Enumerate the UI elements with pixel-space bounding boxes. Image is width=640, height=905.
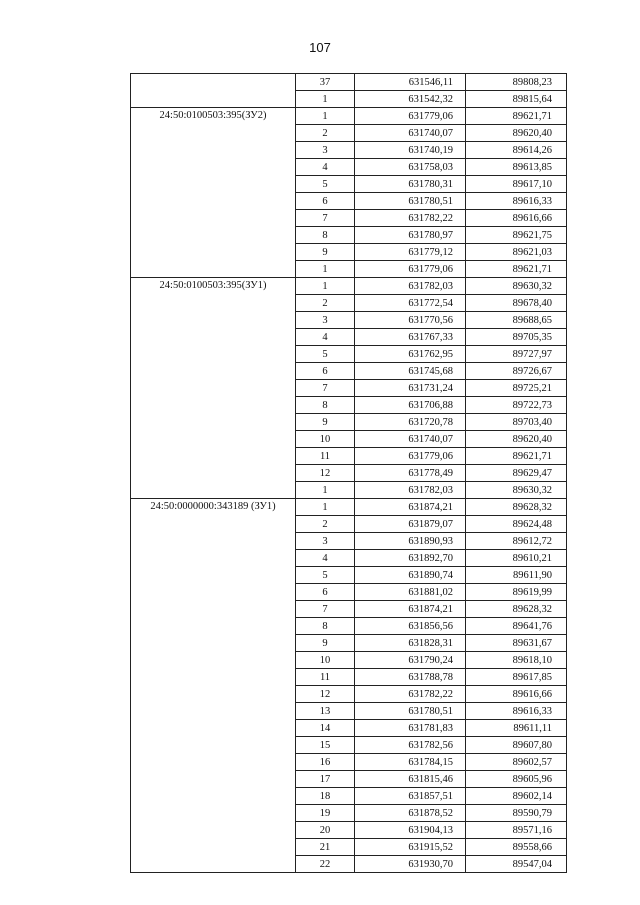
x-coordinate-cell: 631740,07 (355, 431, 466, 448)
x-coordinate-cell: 631890,74 (355, 567, 466, 584)
point-number-cell: 6 (296, 363, 355, 380)
parcel-number-cell: 24:50:0100503:395(ЗУ1) (131, 278, 296, 499)
point-number-cell: 4 (296, 550, 355, 567)
y-coordinate-cell: 89705,35 (466, 329, 567, 346)
y-coordinate-cell: 89621,03 (466, 244, 567, 261)
point-number-cell: 16 (296, 754, 355, 771)
y-coordinate-cell: 89616,33 (466, 193, 567, 210)
point-number-cell: 8 (296, 227, 355, 244)
point-number-cell: 12 (296, 465, 355, 482)
point-number-cell: 17 (296, 771, 355, 788)
x-coordinate-cell: 631904,13 (355, 822, 466, 839)
y-coordinate-cell: 89629,47 (466, 465, 567, 482)
x-coordinate-cell: 631892,70 (355, 550, 466, 567)
x-coordinate-cell: 631780,51 (355, 703, 466, 720)
x-coordinate-cell: 631874,21 (355, 499, 466, 516)
coordinates-table (130, 73, 567, 873)
table-row (131, 499, 567, 516)
y-coordinate-cell: 89590,79 (466, 805, 567, 822)
y-coordinate-cell: 89620,40 (466, 125, 567, 142)
point-number-cell: 3 (296, 142, 355, 159)
x-coordinate-cell: 631762,95 (355, 346, 466, 363)
x-coordinate-cell: 631857,51 (355, 788, 466, 805)
point-number-cell: 4 (296, 159, 355, 176)
y-coordinate-cell: 89617,10 (466, 176, 567, 193)
point-number-cell: 2 (296, 516, 355, 533)
y-coordinate-cell: 89631,67 (466, 635, 567, 652)
y-coordinate-cell: 89641,76 (466, 618, 567, 635)
point-number-cell: 11 (296, 448, 355, 465)
x-coordinate-cell: 631772,54 (355, 295, 466, 312)
x-coordinate-cell: 631779,06 (355, 261, 466, 278)
point-number-cell: 3 (296, 312, 355, 329)
point-number-cell: 4 (296, 329, 355, 346)
point-number-cell: 21 (296, 839, 355, 856)
point-number-cell: 10 (296, 431, 355, 448)
y-coordinate-cell: 89621,75 (466, 227, 567, 244)
y-coordinate-cell: 89630,32 (466, 278, 567, 295)
y-coordinate-cell: 89703,40 (466, 414, 567, 431)
y-coordinate-cell: 89618,10 (466, 652, 567, 669)
point-number-cell: 15 (296, 737, 355, 754)
y-coordinate-cell: 89602,57 (466, 754, 567, 771)
y-coordinate-cell: 89688,65 (466, 312, 567, 329)
point-number-cell: 2 (296, 125, 355, 142)
x-coordinate-cell: 631879,07 (355, 516, 466, 533)
x-coordinate-cell: 631782,22 (355, 210, 466, 227)
x-coordinate-cell: 631890,93 (355, 533, 466, 550)
y-coordinate-cell: 89617,85 (466, 669, 567, 686)
y-coordinate-cell: 89624,48 (466, 516, 567, 533)
point-number-cell: 9 (296, 414, 355, 431)
parcel-number-cell: 24:50:0100503:395(ЗУ2) (131, 108, 296, 278)
point-number-cell: 1 (296, 482, 355, 499)
point-number-cell: 10 (296, 652, 355, 669)
y-coordinate-cell: 89616,66 (466, 686, 567, 703)
x-coordinate-cell: 631784,15 (355, 754, 466, 771)
coordinates-table-body (131, 74, 567, 873)
x-coordinate-cell: 631740,07 (355, 125, 466, 142)
y-coordinate-cell: 89725,21 (466, 380, 567, 397)
point-number-cell: 14 (296, 720, 355, 737)
point-number-cell: 22 (296, 856, 355, 873)
x-coordinate-cell: 631546,11 (355, 74, 466, 91)
x-coordinate-cell: 631782,03 (355, 482, 466, 499)
y-coordinate-cell: 89815,64 (466, 91, 567, 108)
y-coordinate-cell: 89614,26 (466, 142, 567, 159)
x-coordinate-cell: 631815,46 (355, 771, 466, 788)
y-coordinate-cell: 89611,90 (466, 567, 567, 584)
x-coordinate-cell: 631781,83 (355, 720, 466, 737)
x-coordinate-cell: 631930,70 (355, 856, 466, 873)
point-number-cell: 13 (296, 703, 355, 720)
x-coordinate-cell: 631915,52 (355, 839, 466, 856)
point-number-cell: 6 (296, 193, 355, 210)
y-coordinate-cell: 89547,04 (466, 856, 567, 873)
point-number-cell: 11 (296, 669, 355, 686)
y-coordinate-cell: 89630,32 (466, 482, 567, 499)
point-number-cell: 1 (296, 91, 355, 108)
point-number-cell: 9 (296, 635, 355, 652)
point-number-cell: 6 (296, 584, 355, 601)
y-coordinate-cell: 89616,33 (466, 703, 567, 720)
x-coordinate-cell: 631878,52 (355, 805, 466, 822)
y-coordinate-cell: 89808,23 (466, 74, 567, 91)
y-coordinate-cell: 89727,97 (466, 346, 567, 363)
point-number-cell: 5 (296, 176, 355, 193)
y-coordinate-cell: 89602,14 (466, 788, 567, 805)
table-row (131, 74, 567, 91)
x-coordinate-cell: 631779,12 (355, 244, 466, 261)
x-coordinate-cell: 631780,31 (355, 176, 466, 193)
x-coordinate-cell: 631856,56 (355, 618, 466, 635)
point-number-cell: 5 (296, 567, 355, 584)
y-coordinate-cell: 89571,16 (466, 822, 567, 839)
point-number-cell: 7 (296, 210, 355, 227)
point-number-cell: 19 (296, 805, 355, 822)
y-coordinate-cell: 89722,73 (466, 397, 567, 414)
point-number-cell: 2 (296, 295, 355, 312)
y-coordinate-cell: 89726,67 (466, 363, 567, 380)
x-coordinate-cell: 631778,49 (355, 465, 466, 482)
point-number-cell: 8 (296, 618, 355, 635)
y-coordinate-cell: 89607,80 (466, 737, 567, 754)
x-coordinate-cell: 631740,19 (355, 142, 466, 159)
y-coordinate-cell: 89628,32 (466, 499, 567, 516)
point-number-cell: 8 (296, 397, 355, 414)
x-coordinate-cell: 631881,02 (355, 584, 466, 601)
x-coordinate-cell: 631720,78 (355, 414, 466, 431)
point-number-cell: 37 (296, 74, 355, 91)
point-number-cell: 18 (296, 788, 355, 805)
y-coordinate-cell: 89610,21 (466, 550, 567, 567)
page-number: 107 (309, 40, 331, 55)
point-number-cell: 9 (296, 244, 355, 261)
y-coordinate-cell: 89621,71 (466, 448, 567, 465)
y-coordinate-cell: 89613,85 (466, 159, 567, 176)
y-coordinate-cell: 89605,96 (466, 771, 567, 788)
x-coordinate-cell: 631745,68 (355, 363, 466, 380)
x-coordinate-cell: 631758,03 (355, 159, 466, 176)
parcel-number-cell (131, 74, 296, 108)
y-coordinate-cell: 89616,66 (466, 210, 567, 227)
point-number-cell: 12 (296, 686, 355, 703)
x-coordinate-cell: 631780,51 (355, 193, 466, 210)
table-row (131, 108, 567, 125)
point-number-cell: 1 (296, 261, 355, 278)
point-number-cell: 7 (296, 601, 355, 618)
x-coordinate-cell: 631779,06 (355, 448, 466, 465)
x-coordinate-cell: 631767,33 (355, 329, 466, 346)
y-coordinate-cell: 89621,71 (466, 108, 567, 125)
x-coordinate-cell: 631770,56 (355, 312, 466, 329)
x-coordinate-cell: 631782,56 (355, 737, 466, 754)
y-coordinate-cell: 89612,72 (466, 533, 567, 550)
x-coordinate-cell: 631790,24 (355, 652, 466, 669)
x-coordinate-cell: 631874,21 (355, 601, 466, 618)
table-row (131, 278, 567, 295)
x-coordinate-cell: 631780,97 (355, 227, 466, 244)
x-coordinate-cell: 631782,03 (355, 278, 466, 295)
parcel-number-cell: 24:50:0000000:343189 (ЗУ1) (131, 499, 296, 873)
x-coordinate-cell: 631706,88 (355, 397, 466, 414)
y-coordinate-cell: 89678,40 (466, 295, 567, 312)
point-number-cell: 3 (296, 533, 355, 550)
point-number-cell: 1 (296, 499, 355, 516)
x-coordinate-cell: 631788,78 (355, 669, 466, 686)
x-coordinate-cell: 631731,24 (355, 380, 466, 397)
y-coordinate-cell: 89611,11 (466, 720, 567, 737)
point-number-cell: 1 (296, 278, 355, 295)
point-number-cell: 1 (296, 108, 355, 125)
y-coordinate-cell: 89628,32 (466, 601, 567, 618)
point-number-cell: 7 (296, 380, 355, 397)
x-coordinate-cell: 631542,32 (355, 91, 466, 108)
point-number-cell: 20 (296, 822, 355, 839)
y-coordinate-cell: 89619,99 (466, 584, 567, 601)
y-coordinate-cell: 89621,71 (466, 261, 567, 278)
point-number-cell: 5 (296, 346, 355, 363)
x-coordinate-cell: 631779,06 (355, 108, 466, 125)
x-coordinate-cell: 631828,31 (355, 635, 466, 652)
y-coordinate-cell: 89558,66 (466, 839, 567, 856)
y-coordinate-cell: 89620,40 (466, 431, 567, 448)
x-coordinate-cell: 631782,22 (355, 686, 466, 703)
